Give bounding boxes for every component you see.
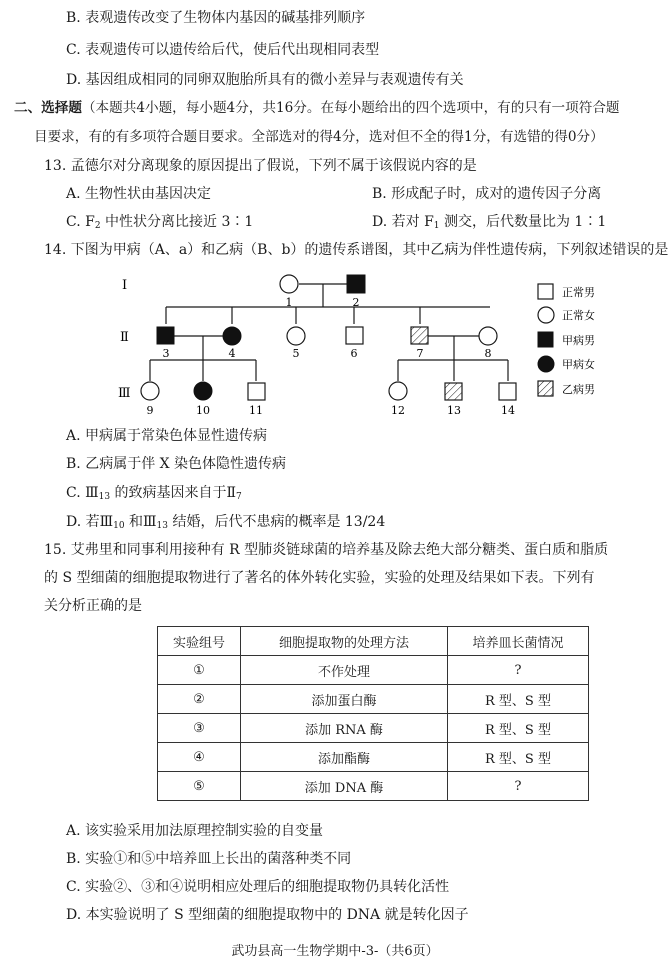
individual-12 bbox=[389, 382, 407, 400]
q15-option-d: D. 本实验说明了 S 型细菌的细胞提取物中的 DNA 就是转化因子 bbox=[66, 907, 469, 923]
id-label-5: 5 bbox=[292, 347, 300, 360]
table-cell: ③ bbox=[158, 714, 241, 743]
q13-d-pre: D. 若对 F bbox=[372, 214, 434, 230]
individual-3 bbox=[157, 327, 174, 344]
id-label-6: 6 bbox=[350, 347, 358, 360]
q14-c-sub2: 7 bbox=[236, 492, 242, 502]
id-label-11: 11 bbox=[249, 404, 263, 417]
legend-label-normal-female: 正常女 bbox=[562, 309, 595, 322]
table-cell: ② bbox=[158, 685, 241, 714]
id-label-13: 13 bbox=[447, 404, 461, 417]
id-label-9: 9 bbox=[146, 404, 154, 417]
q13-option-b: B. 形成配子时，成对的遗传因子分离 bbox=[372, 186, 602, 202]
q14-d-mid: 和Ⅲ bbox=[124, 514, 157, 530]
table-row bbox=[158, 656, 589, 685]
table-header-row bbox=[158, 627, 589, 656]
table-cell: ① bbox=[158, 656, 241, 685]
table-cell: R 型、S 型 bbox=[448, 714, 589, 743]
table-cell: R 型、S 型 bbox=[448, 685, 589, 714]
q13-option-a: A. 生物性状由基因决定 bbox=[66, 186, 212, 202]
q13-d-post: 测交，后代数量比为 1∶1 bbox=[439, 214, 607, 230]
legend-disease-a-male-icon bbox=[538, 332, 553, 347]
page-footer: 武功县高一生物学期中-3-（共6页） bbox=[231, 944, 439, 959]
table-cell: ⑤ bbox=[158, 772, 241, 801]
table-row bbox=[158, 743, 589, 772]
section-intro-line2: 目要求，有的有多项符合题目要求。全部选对的得4分，选对但不全的得1分，有选错的得0分） bbox=[34, 129, 604, 145]
id-label-10: 10 bbox=[196, 404, 210, 417]
individual-4 bbox=[223, 327, 241, 345]
id-label-8: 8 bbox=[484, 347, 492, 360]
q14-stem: 14. 下图为甲病（A、a）和乙病（B、b）的遗传系谱图，其中乙病为伴性遗传病，下列叙述错误的是 bbox=[44, 242, 669, 258]
q13-c-post: 中性状分离比接近 3∶1 bbox=[100, 214, 254, 230]
prev-option-d: D. 基因组成相同的同卵双胞胎所具有的微小差异与表观遗传有关 bbox=[66, 72, 464, 88]
q13-option-c bbox=[66, 212, 253, 236]
table-cell: 添加酯酶 bbox=[241, 743, 448, 772]
table-row bbox=[158, 714, 589, 743]
q13-c-sub: 2 bbox=[94, 221, 101, 231]
q15-stem-line2: 的 S 型细菌的细胞提取物进行了著名的体外转化实验，实验的处理及结果如下表。下列有 bbox=[44, 570, 595, 586]
individual-13 bbox=[445, 383, 462, 400]
individual-6 bbox=[346, 327, 363, 344]
generation-label-1: Ⅰ bbox=[122, 278, 128, 293]
individual-14 bbox=[499, 383, 516, 400]
section-heading bbox=[14, 98, 620, 118]
id-label-1: 1 bbox=[285, 296, 293, 309]
q14-option-b: B. 乙病属于伴 X 染色体隐性遗传病 bbox=[66, 456, 287, 472]
table-cell: 添加 DNA 酶 bbox=[241, 772, 448, 801]
table-cell: 不作处理 bbox=[241, 656, 448, 685]
legend-label-disease-a-female: 甲病女 bbox=[562, 358, 595, 371]
prev-option-c: C. 表观遗传可以遗传给后代，使后代出现相同表型 bbox=[66, 42, 380, 58]
q14-option-c bbox=[66, 483, 242, 507]
pedigree-chart bbox=[0, 260, 670, 420]
q14-d-sub2: 13 bbox=[156, 521, 168, 531]
q14-c-mid: 的致病基因来自于Ⅱ bbox=[110, 485, 237, 501]
q14-d-post: 结婚，后代不患病的概率是 13/24 bbox=[168, 514, 386, 530]
q13-c-pre: C. F bbox=[66, 214, 95, 230]
q14-c-pre: C. Ⅲ bbox=[66, 485, 99, 501]
individual-9 bbox=[141, 382, 159, 400]
q15-option-a: A. 该实验采用加法原理控制实验的自变量 bbox=[66, 823, 324, 839]
legend-label-disease-b-male: 乙病男 bbox=[562, 383, 595, 396]
q13-stem: 13. 孟德尔对分离现象的原因提出了假说，下列不属于该假说内容的是 bbox=[44, 158, 477, 174]
q13-d-sub: 1 bbox=[433, 221, 440, 231]
generation-label-2: Ⅱ bbox=[120, 330, 129, 345]
table-header-cell: 细胞提取物的处理方法 bbox=[241, 627, 448, 656]
section-title: 二、选择题 bbox=[14, 100, 82, 116]
legend-disease-b-male-icon bbox=[538, 381, 553, 396]
table-header-cell: 培养皿长菌情况 bbox=[448, 627, 589, 656]
table-cell: ? bbox=[448, 772, 589, 801]
table-row bbox=[158, 685, 589, 714]
individual-5 bbox=[287, 327, 305, 345]
legend-normal-male-icon bbox=[538, 284, 553, 299]
table-row bbox=[158, 772, 589, 801]
legend-label-normal-male: 正常男 bbox=[562, 286, 595, 299]
q13-option-d bbox=[372, 212, 606, 236]
id-label-2: 2 bbox=[352, 296, 360, 309]
experiment-table bbox=[157, 626, 589, 801]
table-header-cell: 实验组号 bbox=[158, 627, 241, 656]
q14-d-pre: D. 若Ⅲ bbox=[66, 514, 114, 530]
id-label-14: 14 bbox=[501, 404, 515, 417]
individual-11 bbox=[248, 383, 265, 400]
individual-8 bbox=[479, 327, 497, 345]
q14-d-sub1: 10 bbox=[113, 521, 125, 531]
individual-7 bbox=[411, 327, 428, 344]
q15-stem-line3: 关分析正确的是 bbox=[44, 598, 142, 614]
id-label-4: 4 bbox=[228, 347, 236, 360]
q15-option-b: B. 实验①和⑤中培养皿上长出的菌落种类不同 bbox=[66, 851, 352, 867]
generation-label-3: Ⅲ bbox=[118, 386, 131, 401]
section-intro-line1: （本题共4小题，每小题4分，共16分。在每小题给出的四个选项中，有的只有一项符合题 bbox=[81, 100, 620, 116]
id-label-3: 3 bbox=[162, 347, 170, 360]
table-cell: 添加蛋白酶 bbox=[241, 685, 448, 714]
table-cell: ? bbox=[448, 656, 589, 685]
id-label-12: 12 bbox=[391, 404, 405, 417]
table-cell: ④ bbox=[158, 743, 241, 772]
prev-option-b: B. 表观遗传改变了生物体内基因的碱基排列顺序 bbox=[66, 10, 366, 26]
q14-option-a: A. 甲病属于常染色体显性遗传病 bbox=[66, 428, 268, 444]
individual-1 bbox=[280, 275, 298, 293]
id-label-7: 7 bbox=[416, 347, 424, 360]
individual-2 bbox=[347, 275, 365, 293]
individual-10 bbox=[194, 382, 212, 400]
table-cell: 添加 RNA 酶 bbox=[241, 714, 448, 743]
legend-disease-a-female-icon bbox=[538, 356, 554, 372]
q14-option-d bbox=[66, 512, 385, 536]
q15-option-c: C. 实验②、③和④说明相应处理后的细胞提取物仍具转化活性 bbox=[66, 879, 450, 895]
legend-normal-female-icon bbox=[538, 307, 554, 323]
q14-c-sub1: 13 bbox=[98, 492, 111, 502]
q15-stem-line1: 15. 艾弗里和同事利用接种有 R 型肺炎链球菌的培养基及除去绝大部分糖类、蛋白质和脂质 bbox=[44, 542, 609, 558]
table-cell: R 型、S 型 bbox=[448, 743, 589, 772]
legend-label-disease-a-male: 甲病男 bbox=[562, 334, 595, 347]
